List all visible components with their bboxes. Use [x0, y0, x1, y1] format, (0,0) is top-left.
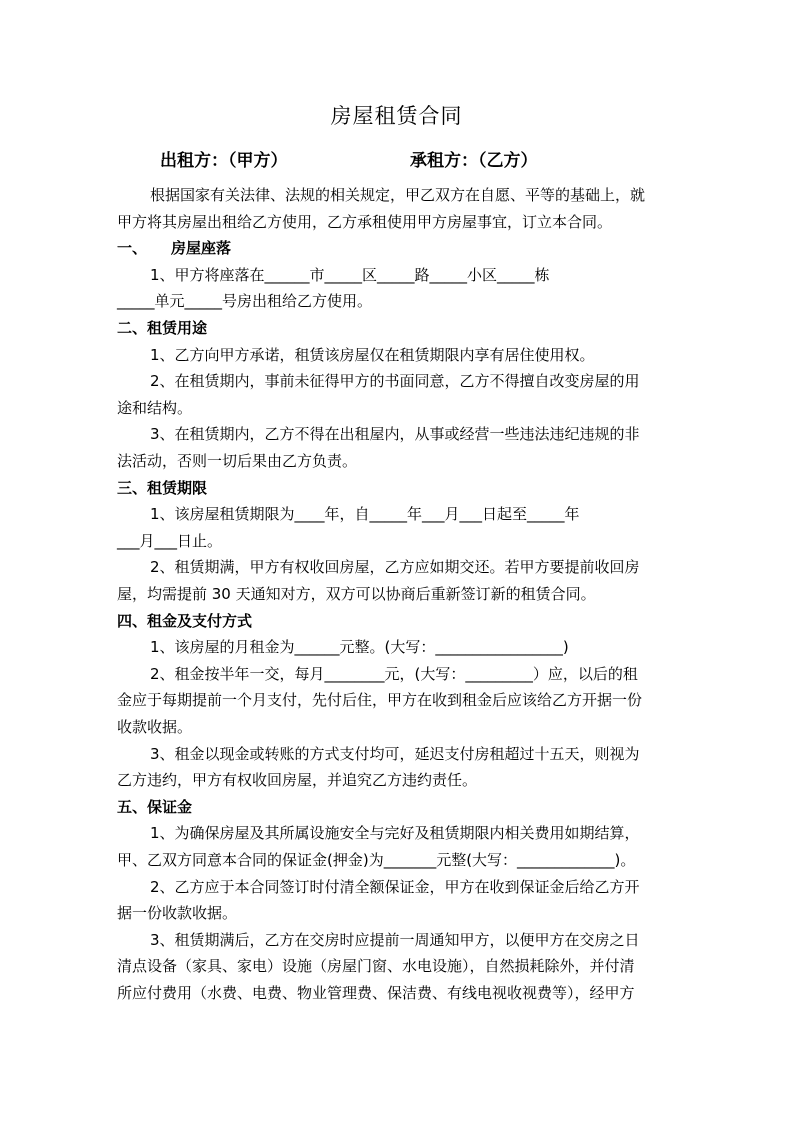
clause-line: 甲、乙双方同意本合同的保证金(押金)为_______元整(大写：_____________)。 — [117, 851, 636, 869]
section-number: 五、 — [117, 798, 148, 816]
clause-line: 乙方违约，甲方有权收回房屋，并追究乙方违约责任。 — [117, 771, 478, 789]
clause-line: 2、乙方应于本合同签订时付清全额保证金，甲方在收到保证金后给乙方开 — [150, 878, 640, 896]
clause-line: 3、在租赁期内，乙方不得在出租屋内，从事或经营一些违法违纪违规的非 — [150, 425, 640, 443]
clause-line: 2、在租赁期内，事前未征得甲方的书面同意，乙方不得擅自改变房屋的用 — [150, 372, 640, 390]
section-heading — [117, 610, 687, 632]
section-number: 二、 — [117, 319, 148, 337]
section-title: 租金及支付方式 — [147, 612, 253, 630]
clause-line: 金应于每期提前一个月支付，先付后住，甲方在收到租金后应该给乙方开据一份 — [117, 691, 643, 709]
clause-line: 途和结构。 — [117, 399, 193, 417]
clause-line: 1、该房屋租赁期限为____年，自_____年___月___日起至_____年 — [150, 505, 580, 523]
document-title: 房屋租赁合同 — [330, 104, 463, 128]
section-title: 房屋座落 — [171, 239, 232, 257]
clause-line: ___月___日止。 — [117, 532, 223, 550]
parties-line — [0, 146, 793, 172]
clause-line: 2、租赁期满，甲方有权收回房屋，乙方应如期交还。若甲方要提前收回房 — [150, 558, 640, 576]
clause-line: 法活动，否则一切后果由乙方负责。 — [117, 452, 358, 470]
clause-line: 1、为确保房屋及其所属设施安全与完好及租赁期限内相关费用如期结算， — [150, 824, 640, 842]
section-title: 租赁期限 — [147, 479, 208, 497]
clause-line: 所应付费用（水费、电费、物业管理费、保洁费、有线电视收视费等），经甲方 — [117, 984, 635, 1002]
section-heading — [117, 237, 687, 259]
clause-line: _____单元_____号房出租给乙方使用。 — [117, 292, 373, 310]
section-heading — [117, 796, 687, 818]
clause-line: 据一份收款收据。 — [117, 904, 238, 922]
section-heading — [117, 477, 687, 499]
clause-line: 1、乙方向甲方承诺，租赁该房屋仅在租赁期限内享有居住使用权。 — [150, 346, 595, 364]
section-number: 一、 — [117, 239, 148, 257]
section-heading — [117, 317, 687, 339]
section-number: 三、 — [117, 479, 148, 497]
lessor-label: 出租方：（甲方） — [160, 151, 288, 171]
clause-line: 收款收据。 — [117, 718, 193, 736]
section-title: 租赁用途 — [147, 319, 208, 337]
lessee-label: 承租方：（乙方） — [410, 151, 538, 171]
clause-line: 1、该房屋的月租金为______元整。(大写：_________________) — [150, 638, 569, 656]
section-number: 四、 — [117, 612, 148, 630]
clause-line: 2、租金按半年一交，每月________元，(大写：_________）应，以后的租 — [150, 665, 638, 683]
preamble-line: 根据国家有关法律、法规的相关规定，甲乙双方在自愿、平等的基础上，就 — [150, 186, 646, 204]
clause-line: 屋，均需提前 30 天通知对方，双方可以协商后重新签订新的租赁合同。 — [117, 585, 596, 603]
section-title: 保证金 — [147, 798, 193, 816]
clause-line: 3、租金以现金或转账的方式支付均可，延迟支付房租超过十五天，则视为 — [150, 745, 640, 763]
clause-line: 清点设备（家具、家电）设施（房屋门窗、水电设施），自然损耗除外，并付清 — [117, 957, 635, 975]
clause-line: 3、租赁期满后，乙方在交房时应提前一周通知甲方，以便甲方在交房之日 — [150, 931, 640, 949]
clause-line: 1、甲方将座落在______市_____区_____路_____小区_____栋 — [150, 266, 550, 284]
preamble-line: 甲方将其房屋出租给乙方使用，乙方承租使用甲方房屋事宜，订立本合同。 — [117, 213, 613, 231]
